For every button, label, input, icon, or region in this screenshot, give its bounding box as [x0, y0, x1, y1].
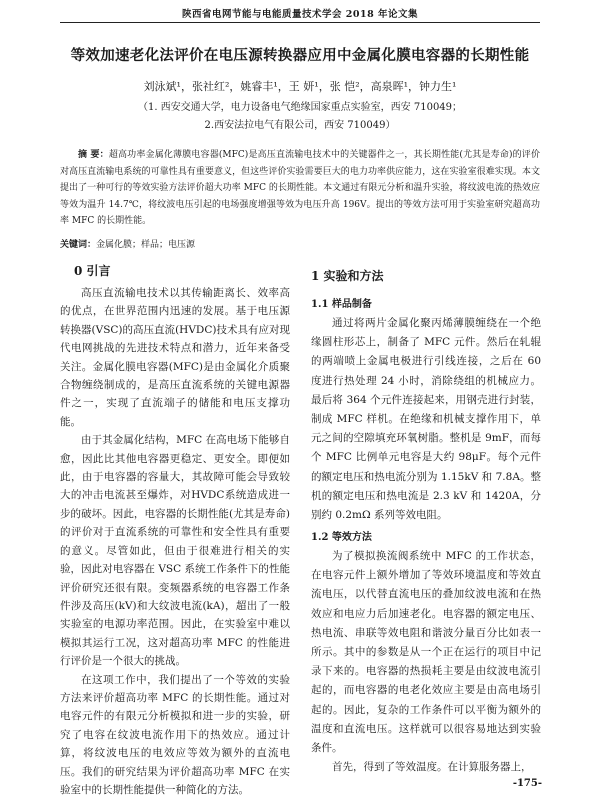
s12-paragraph-1: 为了模拟换流阀系统中 MFC 的工作状态，在电容元件上额外增加了等效环境温度和等效直流电压，以代替直流电压的叠加纹波电流和在热效应和电应力后加速老化。电容器的额定电压、热电流、串联等效电阻和谐波分量百分比如表一所示。其中的参数是从一个正在运行的项目中记录下来的。电容器的热损耗主要是由纹波电流引起的，而电容器的电老化效应主要是由高电场引起的。因此，复杂的工作条件可以平衡为额外的温度和直流电压。这样就可以很容易地达到实验条件。 — [311, 550, 541, 755]
keywords-label: 关键词： — [60, 240, 97, 250]
intro-paragraph-1: 高压直流输电技术以其传输距离长、效率高的优点，在世界范围内迅速的发展。基于电压源转换器(VSC)的高压直流(HVDC)技术具有应对现代电网挑战的先进技术特点和潜力，近年来备受关注。金属化膜电容器(MFC)是由金属化介质聚合物缠绕制成的，是高压直流系统的关键电源器件之一，实现了直流端子的储能和电压支撑功能。 — [60, 287, 290, 428]
header-rule — [60, 22, 540, 23]
abstract-text: 超高功率金属化薄膜电容器(MFC)是高压直流输电技术中的关键器件之一，其长期性能(尤其是寿命)的评价对高压直流输电系统的可靠性具有重要意义，但这些评价实验需要巨大的电力功率供应能力，这在实验室很难实现。本文提出了一种可行的等效实验方法评价超大功率 MFC 的长期性能。本文通过有限元分析和温升实验，将纹波电流的热效应等效为温升 14.7℃，将纹波电压引起的电场强度增强等效为电压升高 196V。提出的等效方法可用于实验室研究超高功率 MFC 的长期性能。 — [60, 150, 540, 226]
keywords — [60, 237, 540, 250]
paper-title: 等效加速老化法评价在电压源转换器应用中金属化膜电容器的长期性能 — [70, 47, 530, 64]
page-number: -175- — [512, 778, 542, 789]
s12-paragraph-2: 首先，得到了等效温度。在计算服务器上， — [332, 761, 532, 774]
left-column — [60, 284, 290, 799]
abstract-label: 摘 要： — [78, 150, 109, 160]
section-1-1-heading: 1.1 样品制备 — [311, 299, 372, 310]
affiliation-1: （1. 西安交通大学，电力设备电气绝缘国家重点实验室，西安 710049； — [137, 102, 463, 113]
s11-paragraph-1: 通过将两片金属化聚丙烯薄膜缠绕在一个绝缘圆柱形芯上，制备了 MFC 元件。然后在轧辊的两端喷上金属电极进行引线连接，之后在 60 度进行热处理 24 小时，消除绕组的机械应力。最后将 364 个元件连接起来，用钢壳进行封装，制成 MFC 样机。在绝缘和机械支撑作用下，单元之间的空隙填充环氧树脂。整机是 9mF，而每个 MFC 比例单元电容是大约 98μF。每个元件的额定电压和热电流分别为 1.15kV 和 7.8A。整机的额定电压和热电流是 2.3 kV 和 1420A，分别约 0.2mΩ 系列等效电阻。 — [311, 317, 541, 522]
right-column-block-2 — [311, 547, 541, 777]
keywords-text: 金属化膜；样品；电压源 — [96, 240, 196, 250]
right-column-block-1 — [311, 314, 541, 525]
intro-paragraph-3: 在这项工作中，我们提出了一个等效的实验方法来评价超高功率 MFC 的长期性能。通过对电容元件的有限元分析模拟和进一步的实验，研究了电容在纹波电流作用下的热效应。通过计算，将纹波电压的电效应等效为额外的直流电压。我们的研究结果为评价超高功率 MFC 在实验室中的长期性能提供一种简化的方法。 — [60, 673, 290, 796]
abstract — [60, 147, 540, 230]
intro-heading: 0 引言 — [74, 264, 111, 278]
section-1-heading: 1 实验和方法 — [311, 269, 384, 283]
section-1-2-heading: 1.2 等效方法 — [311, 532, 372, 543]
author-list: 刘泳斌¹，张社红²，姚睿丰¹，王 妍¹，张 恺²，高泉晖¹，钟力生¹ — [143, 80, 457, 93]
running-head: 陕西省电网节能与电能质量技术学会 2018 年论文集 — [181, 9, 419, 20]
affiliation-2: 2.西安法拉电气有限公司，西安 710049） — [204, 120, 396, 131]
intro-paragraph-2: 由于其金属化结构，MFC 在高电场下能够自愈，因此比其他电容器更稳定、更安全。即便如此，由于电容器的容量大，其故障可能会导致较大的冲击电流甚至爆炸，对HVDC系统造成进一步的破坏。因此，电容器的长期性能(尤其是寿命)的评价对于直流系统的可靠性和安全性具有重要的意义。尽管如此，但由于很难进行相关的实验，因此对电容器在 VSC 系统工作条件下的性能评价研究还很有限。变频器系统的电容器工作条件涉及高压(kV)和大纹波电流(kA)，超出了一般实验室的电源功率范围。因此，在实验室中难以模拟其运行工况，这对超高功率 MFC 的性能进行评价是一个很大的挑战。 — [60, 434, 290, 668]
